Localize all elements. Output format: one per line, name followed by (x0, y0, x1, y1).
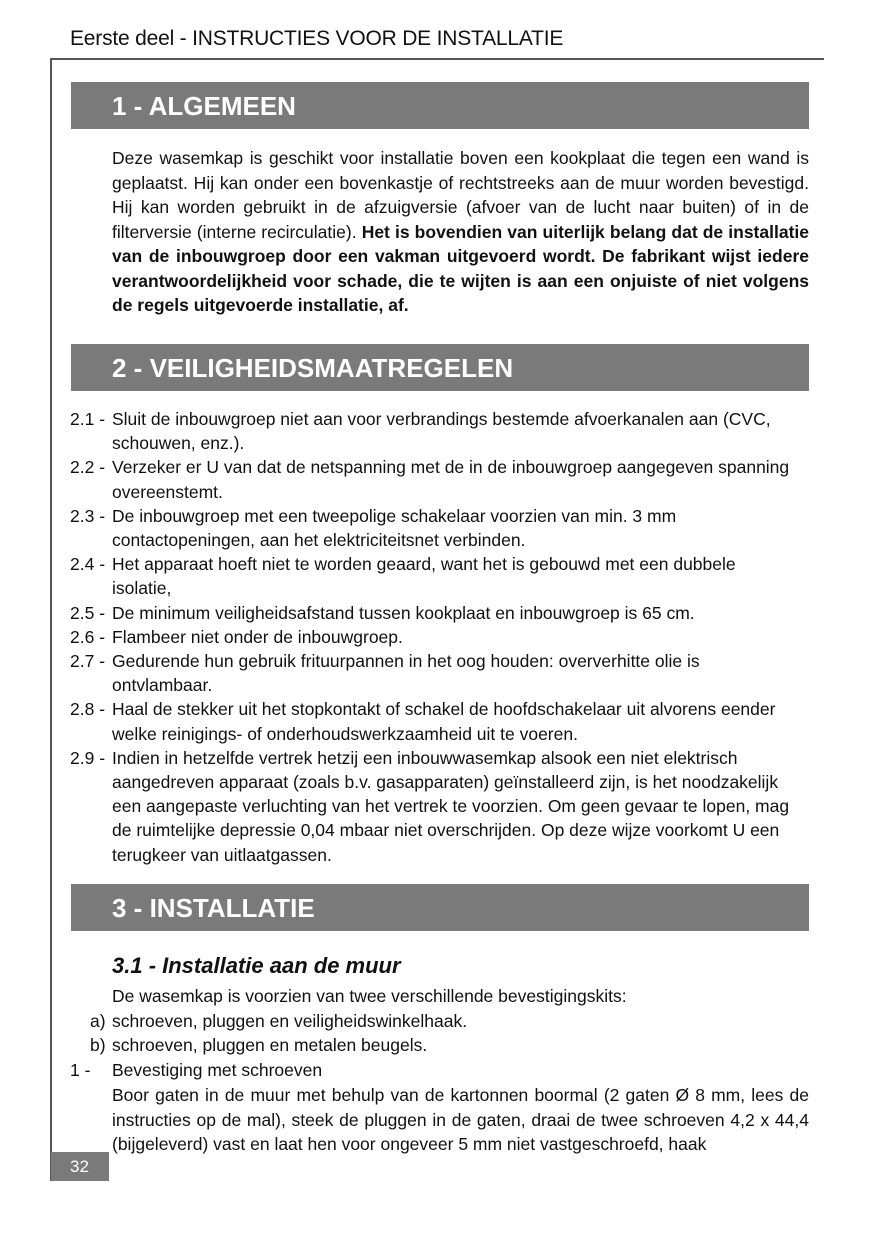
section-heading-label: 1 - ALGEMEEN (112, 91, 296, 121)
safety-item-text: Sluit de inbouwgroep niet aan voor verbrandings bestemde afvoerkanalen aan (CVC, schouwen, enz.). (112, 409, 771, 454)
safety-item-number: 2.9 - (70, 747, 106, 768)
safety-item-text: Indien in hetzelfde vertrek hetzij een inbouwwasemkap alsook een niet elektrisch aangedreven apparaat (zoals b.v. gasapparaten) geïnstalleerd zijn, is het noodzakelijk een aangepaste verluchting van het vertrek te voorzien. Om geen gevaar te lopen, mag de ruimtelijke depressie 0,04 mbaar niet overschrijden. Op deze wijze voorkomt U een terugkeer van uitlaatgassen. (112, 747, 790, 865)
safety-item (70, 407, 790, 455)
safety-item-number: 2.7 - (70, 651, 106, 672)
kit-b-label: b) (90, 1035, 106, 1055)
running-header: Eerste deel - INSTRUCTIES VOOR DE INSTALLATIE (70, 27, 564, 50)
safety-item-text: De inbouwgroep met een tweepolige schakelaar voorzien van min. 3 mm contactopeningen, aan het elektriciteitsnet verbinden. (112, 505, 677, 551)
safety-item-number: 2.6 - (70, 626, 106, 647)
page-number-box (51, 1152, 109, 1181)
step-number: 1 - (70, 1060, 91, 1080)
safety-list (70, 407, 790, 867)
page-number: 32 (70, 1157, 89, 1176)
safety-item-number: 2.5 - (70, 602, 106, 623)
section-heading-algemeen (71, 82, 809, 129)
safety-item (70, 552, 790, 600)
algemeen-bold-text: Het is bovendien van uiterlijk belang dat de installatie van de inbouwgroep door een vakman uitgevoerd wordt. De fabrikant wijst iedere verantwoordelijkheid voor schade, die te wijten is aan een onjuiste of niet volgens de regels uitgevoerde installatie, af. (112, 221, 809, 315)
safety-item-text: Gedurende hun gebruik frituurpannen in het oog houden: oververhitte olie is ontvlambaar. (112, 651, 700, 696)
safety-item-text: Haal de stekker uit het stopkontakt of schakel de hoofdschakelaar uit alvorens eender welke reinigings- of onderhoudswerkzaamheid uit te voeren. (112, 699, 776, 744)
kit-b-text: schroeven, pluggen en metalen beugels. (112, 1035, 428, 1055)
safety-item (70, 455, 790, 503)
safety-item (70, 504, 790, 552)
safety-item-text: Flambeer niet onder de inbouwgroep. (112, 626, 403, 647)
top-rule (50, 58, 824, 60)
safety-item-text: Verzeker er U van dat de netspanning met de in de inbouwgroep aangegeven spanning overeenstemt. (112, 457, 790, 502)
algemeen-paragraph (112, 146, 809, 318)
safety-item-number: 2.4 - (70, 554, 106, 575)
left-rule (50, 58, 52, 1181)
section-heading-installatie (71, 884, 809, 931)
safety-item (70, 697, 790, 745)
safety-item-text: De minimum veiligheidsafstand tussen kookplaat en inbouwgroep is 65 cm. (112, 602, 695, 623)
safety-item (70, 746, 790, 867)
safety-item-text: Het apparaat hoeft niet te worden geaard, want het is gebouwd met een dubbele isolatie, (112, 554, 736, 599)
safety-item-number: 2.1 - (70, 409, 106, 429)
safety-item (70, 625, 790, 649)
algemeen-text: Deze wasemkap is geschikt voor installatie boven een kookplaat die tegen een wand is geplaatst. Hij kan onder een bovenkastje of rechtstreeks aan de muur worden bevestigd. Hij kan worden gebruikt in de afzuigversie (afvoer van de lucht naar buiten) of in de filterversie (interne recirculatie). (112, 148, 809, 242)
safety-item-number: 2.3 - (70, 505, 106, 526)
safety-item (70, 601, 790, 625)
safety-item (70, 649, 790, 697)
kits-intro: De wasemkap is voorzien van twee verschillende bevestigingskits: (112, 986, 627, 1006)
section-heading-label: 3 - INSTALLATIE (112, 893, 315, 923)
safety-item-number: 2.2 - (70, 457, 106, 478)
section-heading-label: 2 - VEILIGHEIDSMAATREGELEN (112, 353, 514, 383)
step-text: Boor gaten in de muur met behulp van de kartonnen boormal (2 gaten Ø 8 mm, lees de instructies op de mal), steek de pluggen in de gaten, draai de twee schroeven 4,2 x 44,4 (bijgeleverd) vast en laat hen voor ongeveer 5 mm niet vastgeschroefd, haak (112, 1085, 809, 1154)
subheading-wall-installation: 3.1 - Installatie aan de muur (112, 953, 401, 978)
section-heading-veiligheid (71, 344, 809, 391)
safety-item-number: 2.8 - (70, 699, 106, 720)
step-title: Bevestiging met schroeven (112, 1060, 323, 1080)
kit-a-label: a) (90, 1011, 106, 1031)
kit-a-text: schroeven, pluggen en veiligheidswinkelhaak. (112, 1011, 468, 1031)
